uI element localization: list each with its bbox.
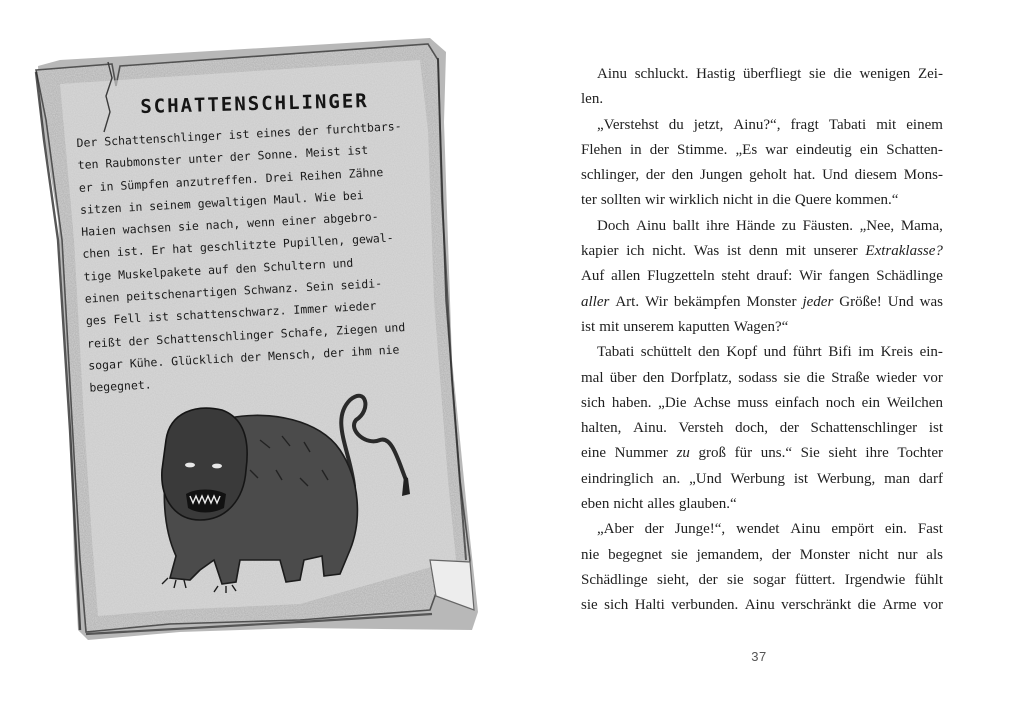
- body-word: zu: [676, 445, 690, 462]
- body-word: empört: [831, 521, 874, 538]
- body-word: darf: [918, 470, 943, 487]
- body-word: vor: [922, 597, 943, 614]
- body-word: „Verstehst: [597, 116, 659, 133]
- body-word: Doch: [597, 217, 630, 234]
- body-word: als: [926, 546, 943, 563]
- body-word: Straße: [831, 369, 870, 386]
- body-word: groß: [698, 445, 727, 462]
- poster-text-line: reißt der Schattenschlinger Schafe, Ziegen und: [86, 319, 406, 351]
- body-word: zu: [781, 217, 796, 234]
- body-text-line: [581, 315, 943, 340]
- body-text-line: [581, 416, 943, 441]
- body-word: sie: [783, 369, 801, 386]
- body-word: du: [668, 116, 684, 133]
- body-word: Monster: [799, 546, 850, 563]
- body-word: einem: [906, 116, 943, 133]
- body-text-line: [581, 214, 943, 239]
- body-word: ballt: [672, 217, 700, 234]
- body-word: ist: [928, 420, 943, 437]
- body-word: an.: [662, 470, 681, 487]
- body-word: muss: [737, 394, 769, 411]
- body-word: eben: [581, 496, 610, 513]
- body-word: Art.: [615, 293, 640, 310]
- body-word: Wir: [645, 293, 668, 310]
- poster-text-line: einen peitschenartigen Schwanz. Sein seidi-: [84, 276, 383, 306]
- poster-text-line: Der Schattenschlinger ist eines der furchtbars-: [76, 118, 402, 150]
- body-word: wenigen: [859, 66, 911, 82]
- body-word: sie: [581, 597, 598, 614]
- body-word: Und: [887, 293, 914, 310]
- body-word: wendet: [736, 521, 780, 538]
- body-word: ein-: [919, 344, 943, 361]
- body-word: uns.“: [760, 445, 793, 462]
- body-word: mal: [581, 369, 604, 386]
- body-word: Quere: [794, 192, 832, 209]
- body-word: ein.: [884, 521, 907, 538]
- body-word: über: [609, 369, 637, 386]
- body-word: Hastig: [696, 66, 736, 82]
- body-word: in: [756, 192, 769, 209]
- body-word: Schatten-: [886, 141, 943, 158]
- poster-text-line: ten Raubmonster unter der Sonne. Meist ist: [77, 143, 369, 173]
- body-word: überfliegt: [743, 66, 802, 82]
- body-text-line: [581, 391, 943, 416]
- body-word: „Die: [658, 394, 687, 411]
- body-word: Jungen: [699, 167, 743, 184]
- poster-text-line: sitzen in seinem gewaltigen Maul. Wie bei: [79, 187, 364, 217]
- body-word: unserer: [813, 243, 858, 260]
- body-word: schüttelt: [640, 344, 692, 361]
- body-word: Junge!“,: [674, 521, 726, 538]
- body-word: Irgendwie: [844, 571, 906, 588]
- body-word: Hände: [736, 217, 776, 234]
- body-word: Weilchen: [886, 394, 943, 411]
- body-word: Flugzetteln: [647, 268, 715, 285]
- body-text-line: [581, 62, 943, 87]
- body-word: Flehen: [581, 141, 622, 158]
- body-word: len.: [581, 91, 604, 108]
- body-word: sie: [671, 546, 688, 563]
- body-word: führt: [792, 344, 822, 361]
- body-word: sie: [809, 66, 826, 82]
- body-word: nicht: [722, 192, 753, 209]
- body-word: diesem: [854, 167, 898, 184]
- body-text-line: [581, 517, 943, 542]
- body-word: Tabati: [828, 116, 867, 133]
- body-word: im: [858, 344, 875, 361]
- body-word: man: [884, 470, 910, 487]
- body-word: ter: [581, 192, 597, 209]
- body-word: kommen.“: [835, 192, 899, 209]
- body-word: ist: [793, 470, 809, 487]
- body-word: die: [857, 597, 876, 614]
- body-word: sogar: [753, 571, 786, 588]
- body-word: der: [645, 167, 665, 184]
- body-word: Zei-: [917, 66, 943, 82]
- body-word: wieder: [875, 369, 917, 386]
- body-word: nur: [897, 546, 918, 563]
- body-word: Ainu: [744, 597, 775, 614]
- body-word: sieht,: [657, 571, 690, 588]
- poster-handwritten-text: [76, 113, 450, 399]
- body-word: mit: [785, 243, 806, 260]
- poster-text-line: chen ist. Er hat geschlitzte Pupillen, gewal-: [82, 231, 394, 262]
- body-word: Nummer: [614, 445, 668, 462]
- body-word: der: [771, 546, 791, 563]
- body-word: Monster: [746, 293, 797, 310]
- body-word: Schattenschlinger: [810, 420, 918, 437]
- body-word: den: [698, 344, 720, 361]
- body-word: Schädlinge: [581, 571, 648, 588]
- body-text-line: [581, 163, 943, 188]
- body-word: mit: [599, 318, 620, 335]
- body-word: geholt: [749, 167, 787, 184]
- body-word: den: [642, 369, 665, 386]
- body-word: bekämpfen: [673, 293, 741, 310]
- body-word: der: [644, 521, 664, 538]
- page-number: 37: [751, 649, 767, 664]
- body-word: Ainu: [597, 66, 627, 82]
- body-word: mit: [876, 116, 897, 133]
- body-word: doch,: [735, 420, 769, 437]
- body-word: begegnet: [608, 546, 663, 563]
- body-word: ein: [859, 141, 879, 158]
- body-word: eindringlich: [581, 470, 654, 487]
- body-word: Ainu: [790, 521, 821, 538]
- body-text-line: [581, 467, 943, 492]
- body-word: Stimme.: [676, 141, 728, 158]
- body-word: Ainu: [636, 217, 667, 234]
- body-word: die: [806, 369, 825, 386]
- body-word: aller: [581, 293, 610, 310]
- body-word: schluckt.: [634, 66, 689, 82]
- body-word: Auf: [581, 268, 605, 285]
- body-word: sieht: [828, 445, 857, 462]
- body-text-line: [581, 543, 943, 568]
- body-text-line: [581, 188, 943, 213]
- poster-text-line: Haien wachsen sie nach, wenn einer abgebro-: [80, 209, 379, 240]
- body-word: Tochter: [897, 445, 943, 462]
- body-word: füttert.: [794, 571, 836, 588]
- body-word: war: [765, 141, 788, 158]
- body-word: denn: [748, 243, 779, 260]
- body-word: ihre: [706, 217, 730, 234]
- page-body-text: [581, 62, 943, 619]
- body-word: fragt: [790, 116, 819, 133]
- body-word: Wagen?“: [733, 318, 789, 335]
- body-word: Mama,: [900, 217, 943, 234]
- body-word: Achse: [693, 394, 731, 411]
- body-word: nicht.: [652, 243, 687, 260]
- body-word: ist: [726, 243, 742, 260]
- body-word: die: [772, 192, 791, 209]
- body-word: nie: [581, 546, 600, 563]
- body-word: glauben.“: [678, 496, 737, 513]
- body-word: allen: [611, 268, 641, 285]
- body-word: Fäusten.: [802, 217, 853, 234]
- body-word: Werbung: [730, 470, 786, 487]
- body-word: verschränkt: [781, 597, 852, 614]
- body-word: eindeutig: [795, 141, 852, 158]
- body-word: haben.: [611, 394, 652, 411]
- body-text-line: [581, 113, 943, 138]
- body-word: ihre: [865, 445, 889, 462]
- body-word: Ainu.: [633, 420, 667, 437]
- body-word: jeder: [802, 293, 834, 310]
- body-word: für: [734, 445, 753, 462]
- body-word: eine: [581, 445, 606, 462]
- poster-text-line: tige Muskelpakete auf den Schultern und: [83, 255, 354, 284]
- poster-text-line: ges Fell ist schattenschwarz. Immer wieder: [85, 298, 377, 329]
- body-word: sich: [581, 394, 606, 411]
- body-word: Mons-: [903, 167, 943, 184]
- body-word: die: [833, 66, 852, 82]
- body-word: ich: [626, 243, 645, 260]
- body-word: einfach: [774, 394, 820, 411]
- body-word: wir: [644, 192, 665, 209]
- body-word: sodass: [738, 369, 778, 386]
- body-word: der: [649, 141, 669, 158]
- body-text-line: [581, 290, 943, 315]
- body-word: Werbung,: [816, 470, 876, 487]
- body-word: halten,: [581, 420, 622, 437]
- body-word: und: [763, 344, 787, 361]
- body-word: der: [698, 571, 718, 588]
- body-word: Dorfplatz,: [670, 369, 732, 386]
- body-word: vor: [922, 369, 943, 386]
- body-text-line: [581, 239, 943, 264]
- body-word: nicht: [858, 546, 889, 563]
- body-word: kapier: [581, 243, 619, 260]
- body-word: Sie: [800, 445, 820, 462]
- body-word: kaputten: [678, 318, 730, 335]
- body-word: Und: [822, 167, 848, 184]
- body-word: Tabati: [597, 344, 635, 361]
- body-text-line: [581, 264, 943, 289]
- body-word: steht: [721, 268, 750, 285]
- poster-title: SCHATTENSCHLINGER: [140, 90, 369, 118]
- body-word: nicht: [613, 496, 644, 513]
- body-word: „Nee,: [859, 217, 895, 234]
- body-word: sollten: [600, 192, 641, 209]
- body-word: Halti: [634, 597, 665, 614]
- body-word: hat.: [793, 167, 816, 184]
- poster-text-line: sogar Kühe. Glücklich der Mensch, der ihm nie: [87, 342, 400, 373]
- body-word: in: [629, 141, 642, 158]
- body-word: der: [779, 420, 799, 437]
- poster-text-line: er in Sümpfen anzutreffen. Drei Reihen Zähne: [78, 164, 384, 195]
- body-word: verbunden.: [671, 597, 739, 614]
- body-word: sich: [604, 597, 629, 614]
- body-word: noch: [825, 394, 855, 411]
- body-word: Bifi: [828, 344, 852, 361]
- body-word: Versteh: [678, 420, 724, 437]
- poster-text-line: begegnet.: [89, 377, 153, 395]
- body-word: Fast: [917, 521, 943, 538]
- body-word: alles: [647, 496, 675, 513]
- body-word: wirklich: [668, 192, 719, 209]
- body-word: „Aber: [597, 521, 634, 538]
- body-word: „Es: [735, 141, 758, 158]
- body-text-line: [581, 138, 943, 163]
- body-text-line: [581, 366, 943, 391]
- body-word: Kopf: [726, 344, 758, 361]
- body-text-line: [581, 492, 943, 517]
- body-word: was: [919, 293, 943, 310]
- body-word: jemandem,: [696, 546, 763, 563]
- body-word: ist: [581, 318, 596, 335]
- body-word: „Und: [689, 470, 722, 487]
- body-text-line: [581, 87, 943, 112]
- body-word: Was: [693, 243, 720, 260]
- body-word: fühlt: [914, 571, 943, 588]
- body-word: Größe!: [839, 293, 882, 310]
- body-word: unserem: [623, 318, 675, 335]
- body-word: jetzt,: [693, 116, 724, 133]
- body-word: schlinger,: [581, 167, 640, 184]
- body-word: Ainu?“,: [733, 116, 781, 133]
- body-word: Wir: [799, 268, 822, 285]
- body-text-line: [581, 441, 943, 466]
- body-text-line: [581, 593, 943, 618]
- body-text-line: [581, 340, 943, 365]
- body-word: fangen: [828, 268, 870, 285]
- body-word: Kreis: [880, 344, 914, 361]
- body-word: Schädlinge: [876, 268, 943, 285]
- body-word: sie: [727, 571, 744, 588]
- body-word: den: [671, 167, 694, 184]
- body-text-line: [581, 568, 943, 593]
- body-word: Arme: [882, 597, 917, 614]
- body-word: ein: [861, 394, 880, 411]
- body-word: Extraklasse?: [865, 243, 943, 260]
- body-word: drauf:: [756, 268, 793, 285]
